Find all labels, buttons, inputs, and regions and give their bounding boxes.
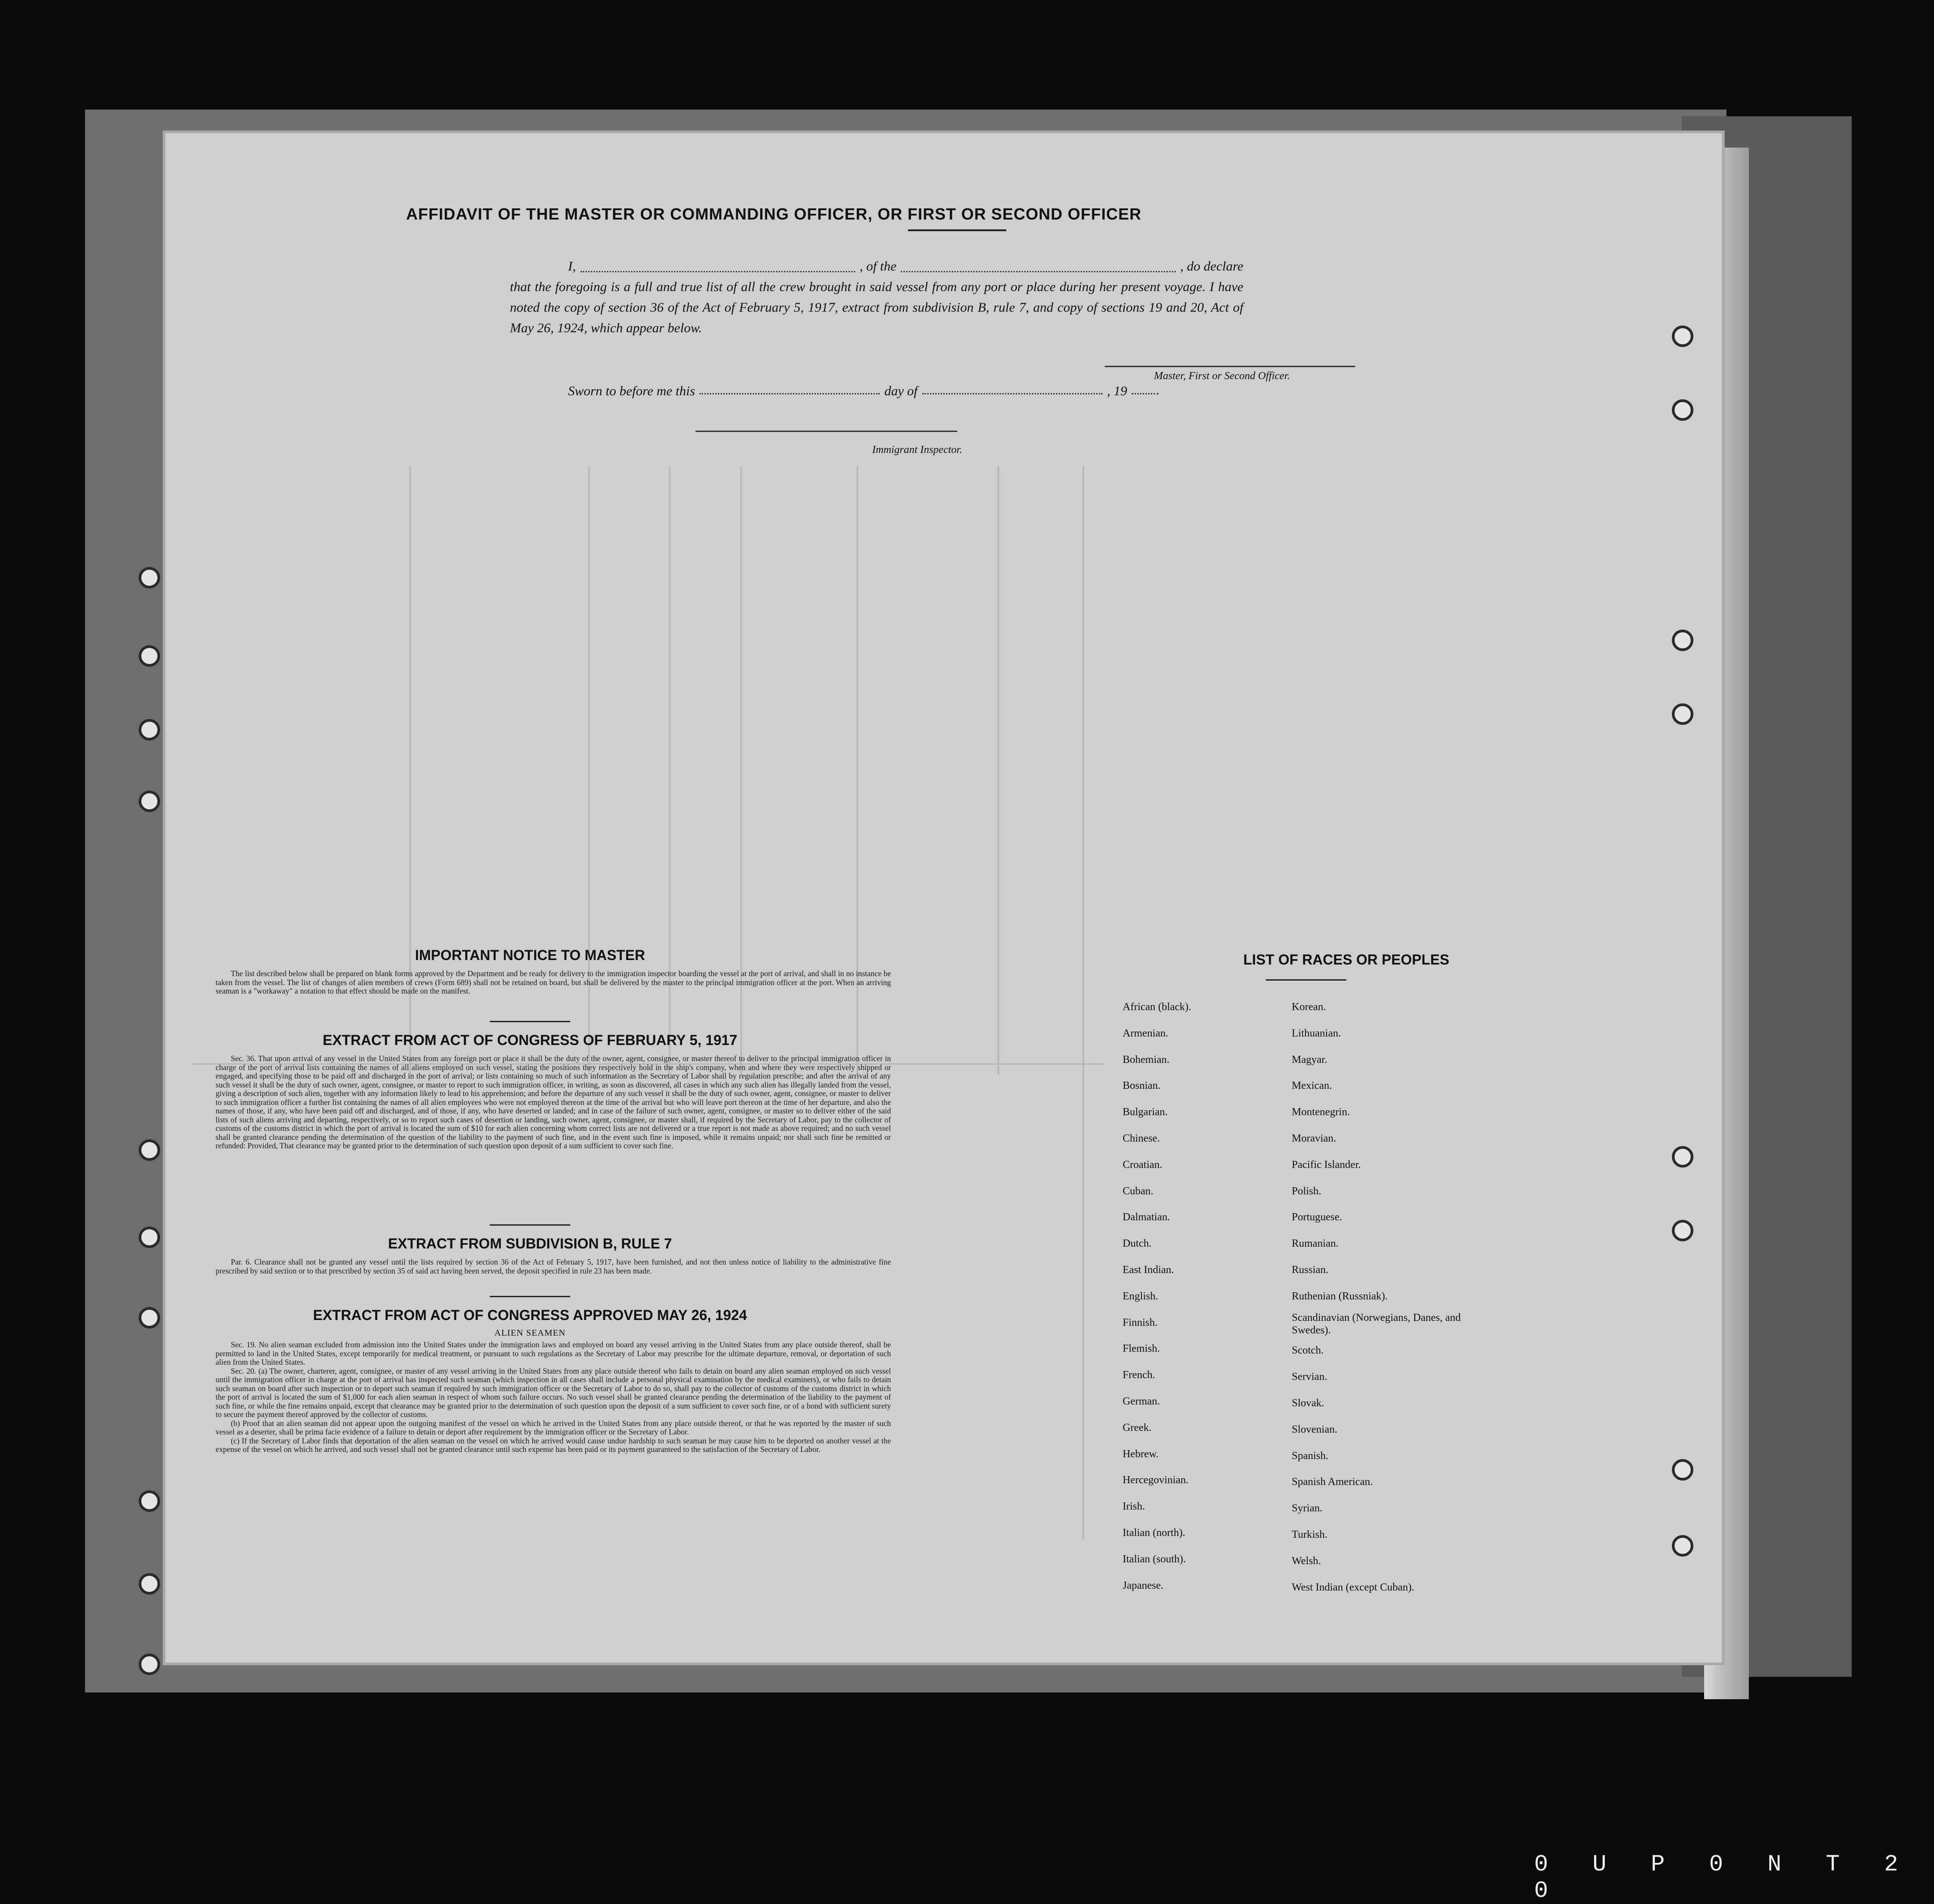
affidavit-title: AFFIDAVIT OF THE MASTER OR COMMANDING OFFICER, OR FIRST OR SECOND OFFICER <box>406 205 1142 223</box>
of-the-label: , of the <box>859 259 897 274</box>
divider <box>908 229 1006 231</box>
race-item: Flemish. <box>1123 1343 1160 1355</box>
race-item: Magyar. <box>1292 1054 1328 1066</box>
declaration-line <box>510 256 1243 277</box>
race-item: Slovak. <box>1292 1397 1324 1409</box>
race-item: Irish. <box>1123 1501 1145 1513</box>
master-signature-label: Master, First or Second Officer. <box>1154 370 1290 382</box>
punch-hole-icon <box>139 645 160 667</box>
race-item: Italian (south). <box>1123 1553 1186 1565</box>
sworn-prefix: Sworn to before me this <box>568 384 695 398</box>
punch-hole-icon <box>139 1307 160 1329</box>
punch-hole-icon <box>1672 1220 1693 1241</box>
manifest-page <box>165 133 1722 1701</box>
race-item: Rumanian. <box>1292 1238 1339 1250</box>
affidavit-statement: that the foregoing is a full and true list of all the crew brought in said vessel from any port or place during her present voyage. I have noted the copy of section 36 of the Act of February 5, 1917, extract from subdivision B, rule 7, and copy of sections 19 and 20, Act of May 26, 1924, which appear below. <box>510 279 1243 335</box>
divider <box>1266 979 1346 981</box>
race-item: Hercegovinian. <box>1123 1474 1189 1486</box>
vessel-name-field[interactable] <box>901 271 1175 272</box>
paragraph-6: Par. 6. Clearance shall not be granted any vessel until the lists required by section 36 of the Act of February 5, 1917, have been furnished, and not then unless notice of liability to the administrative fine prescribed by said section or to that prescribed by section 35 of said act having been served, the deposit specified in rule 23 has been made. <box>216 1257 891 1275</box>
extract-1917-title: EXTRACT FROM ACT OF CONGRESS OF FEBRUARY 5, 1917 <box>322 1032 738 1048</box>
race-item: East Indian. <box>1123 1264 1174 1276</box>
race-item: Japanese. <box>1123 1579 1164 1591</box>
race-item: Cuban. <box>1123 1185 1154 1197</box>
race-item: Hebrew. <box>1123 1448 1159 1460</box>
race-item: Servian. <box>1292 1371 1328 1383</box>
race-item: Croatian. <box>1123 1159 1162 1171</box>
race-item: Lithuanian. <box>1292 1027 1341 1039</box>
race-item: Greek. <box>1123 1422 1152 1434</box>
notice-text <box>216 969 891 996</box>
extract-1924-title: EXTRACT FROM ACT OF CONGRESS APPROVED MAY 26, 1924 <box>313 1307 747 1323</box>
bleed-through-line <box>1082 466 1084 1540</box>
punch-hole-icon <box>139 791 160 812</box>
notice-title: IMPORTANT NOTICE TO MASTER <box>415 947 645 963</box>
race-item: Korean. <box>1292 1001 1326 1013</box>
race-item: African (black). <box>1123 1001 1192 1013</box>
race-item: Russian. <box>1292 1264 1329 1276</box>
race-item: Finnish. <box>1123 1316 1158 1329</box>
race-item: Montenegrin. <box>1292 1106 1350 1118</box>
section-36-paragraph: Sec. 36. That upon arrival of any vessel in the United States from any foreign port or place it shall be the duty of the owner, agent, consignee, or master thereof to deliver to the principal immigration officer in charge of the port of arrival lists containing the names of all aliens employed on such vessel, stating the positions they respectively hold in the ship's company, when and where they were respectively shipped or engaged, and specifying those to be paid off and discharged in the port of arrival; or lists containing so much of such information as the Secretary of Labor shall by regulation prescribe; and after the arrival of any such vessel it shall be the duty of such owner, agent, consignee, or master to report to such immigration officer, in writing, as soon as discovered, all cases in which any such alien has illegally landed from the vessel, giving a description of such alien, together with any information likely to lead to his apprehension; and before the departure of any such vessel it shall be the duty of such owner, agent, consignee, or master to deliver to such immigration officer a further list containing the names of all alien employees who were not employed thereon at the time of the arrival but who will leave port thereon at the time of her departure, and also the names of those, if any, who have been paid off and discharged, and of those, if any, who have deserted or landed; and in case of the failure of such owner, agent, consignee, or master so to deliver either of the said lists of such aliens arriving and departing, respectively, or so to report such cases of desertion or landing, such owner, agent, consignee, or master shall, if required by the Secretary of Labor, pay to the collector of customs of the customs district in which the port of arrival is located the sum of $10 for each alien concerning whom correct lists are not delivered or a true report is not made as above required; and no such vessel shall be granted clearance pending the determination of the question of the liability to the payment of such fine, and in the event such fine is imposed, while it remains unpaid; nor shall such fine be remitted or refunded: Provided, That clearance may be granted prior to the determination of such question upon deposit of a sum sufficient to cover such fine. <box>216 1054 891 1150</box>
race-item: Ruthenian (Russniak). <box>1292 1290 1388 1302</box>
race-item: Spanish American. <box>1292 1476 1373 1488</box>
punch-hole-icon <box>139 1490 160 1512</box>
races-title: LIST OF RACES OR PEOPLES <box>1243 952 1450 968</box>
do-declare-label: , do declare <box>1180 259 1243 274</box>
section-19-paragraph: Sec. 19. No alien seaman excluded from admission into the United States under the immigration laws and employed on board any vessel arriving in the United States from any place outside thereof, shall be permitted to land in the United States, except temporarily for medical treatment, or pursuant to such regulations as the Secretary of Labor may prescribe for the ultimate departure, removal, or deportation of such alien from the United States. <box>216 1340 891 1367</box>
race-item: Bosnian. <box>1123 1080 1161 1092</box>
section-20c-paragraph: (c) If the Secretary of Labor finds that deportation of the alien seaman on the vessel on which he arrived would cause undue hardship to such seaman he may cause him to be deported on another vessel at the expense of the vessel on which he arrived, and such vessel shall not be granted clearance until such expense has been paid or its payment guaranteed to the satisfaction of the Secretary of Labor. <box>216 1436 891 1454</box>
affidavit-text <box>510 256 1243 338</box>
race-item: Syrian. <box>1292 1502 1323 1515</box>
declarant-name-field[interactable] <box>581 271 855 272</box>
film-frame-label: 0 U P 0 N T 2 0 <box>1534 1851 1913 1904</box>
sworn-day-field[interactable] <box>700 393 880 394</box>
punch-hole-icon <box>139 567 160 588</box>
punch-hole-icon <box>1672 703 1693 725</box>
sworn-day-label: day of <box>884 384 918 398</box>
inspector-signature-field[interactable] <box>696 431 957 432</box>
race-item: Moravian. <box>1292 1132 1336 1144</box>
race-item: Scotch. <box>1292 1345 1324 1357</box>
inspector-signature-label: Immigrant Inspector. <box>872 444 963 456</box>
race-item: Dalmatian. <box>1123 1211 1170 1223</box>
race-item: Portuguese. <box>1292 1211 1342 1223</box>
punch-hole-icon <box>139 1227 160 1248</box>
form-number: 14—1360 <box>814 1694 839 1701</box>
punch-hole-icon <box>139 1139 160 1161</box>
sworn-line <box>568 384 1163 399</box>
race-item: French. <box>1123 1369 1155 1381</box>
extract-1917-text <box>216 1054 891 1151</box>
race-item: Chinese. <box>1123 1132 1160 1144</box>
race-item: Dutch. <box>1123 1238 1152 1250</box>
extract-1924-text <box>216 1341 891 1454</box>
punch-hole-icon <box>1672 399 1693 421</box>
race-item: West Indian (except Cuban). <box>1292 1581 1414 1593</box>
race-item: Welsh. <box>1292 1555 1321 1567</box>
sworn-month-field[interactable] <box>922 393 1103 394</box>
section-20b-paragraph: (b) Proof that an alien seaman did not appear upon the outgoing manifest of the vessel on which he arrived in the United States from any place outside thereof, or that he was reported by the master of such vessel as a deserter, shall be prima facie evidence of a failure to detain or deport after requirement by the immigration officer or the Secretary of Labor. <box>216 1418 891 1436</box>
race-item: Bohemian. <box>1123 1054 1170 1066</box>
punch-hole-icon <box>1672 1459 1693 1481</box>
race-item: Slovenian. <box>1292 1423 1337 1435</box>
sworn-year-field[interactable] <box>1132 393 1158 394</box>
master-signature-field[interactable] <box>1105 366 1355 367</box>
race-item: German. <box>1123 1395 1160 1407</box>
punch-hole-icon <box>1672 326 1693 347</box>
race-item: Spanish. <box>1292 1450 1329 1462</box>
declarant-prefix: I, <box>568 259 576 274</box>
punch-hole-icon <box>139 1654 160 1675</box>
sworn-year-label: , 19 <box>1107 384 1127 398</box>
punch-hole-icon <box>1672 1146 1693 1168</box>
punch-hole-icon <box>1672 630 1693 651</box>
race-item: Mexican. <box>1292 1080 1332 1092</box>
race-item: Bulgarian. <box>1123 1106 1168 1118</box>
punch-hole-icon <box>139 719 160 740</box>
punch-hole-icon <box>139 1573 160 1595</box>
extract-rule7-text <box>216 1258 891 1275</box>
divider <box>490 1296 570 1297</box>
alien-seamen-caption: ALIEN SEAMEN <box>494 1328 566 1338</box>
notice-paragraph: The list described below shall be prepared on blank forms approved by the Department and be ready for delivery to the immigration inspector boarding the vessel at the port of arrival, and shall in no instance be taken from the vessel. The list of changes of alien members of crews (Form 689) shall not be retained on board, but shall be delivered by the master to the principal immigration officer at the port. When an arriving seaman is a "workaway" a notation to that effect should be made on the manifest. <box>216 969 891 995</box>
races-column-2 <box>1292 994 1462 1600</box>
race-item: Scandinavian (Norwegians, Danes, and Swedes). <box>1292 1312 1461 1336</box>
race-item: Polish. <box>1292 1185 1322 1197</box>
divider <box>490 1021 570 1022</box>
punch-hole-icon <box>1672 1535 1693 1557</box>
race-item: Turkish. <box>1292 1528 1328 1540</box>
race-item: Armenian. <box>1123 1027 1168 1039</box>
race-item: Pacific Islander. <box>1292 1159 1361 1171</box>
race-item: Italian (north). <box>1123 1527 1185 1539</box>
section-20a-paragraph: Sec. 20. (a) The owner, charterer, agent, consignee, or master of any vessel arriving in the United States from any place outside thereof who fails to detain on board any alien seaman employed on such vessel until the immigration officer in charge at the port of arrival has inspected such seaman (which inspection in all cases shall include a personal physical examination by the medical examiners), or who fails to detain such seaman on board after such inspection or to deport such seaman if required by such immigration officer or the Secretary of Labor to do so, shall pay to the collector of customs of the customs district in which the port of arrival is located the sum of $1,000 for each alien seaman in respect of whom such failure occurs. No such vessel shall be granted clearance pending the determination of the liability to the payment of such fine, or while the fine remains unpaid, except that clearance may be granted prior to the determination of such question upon the deposit of a sum sufficient to cover such fine, or of a bond with sufficient surety to secure the payment thereof approved by the collector of customs. <box>216 1366 891 1419</box>
races-column-1 <box>1123 994 1191 1599</box>
divider <box>490 1224 570 1226</box>
race-item: English. <box>1123 1290 1158 1302</box>
bleed-through-line <box>997 466 999 1075</box>
extract-rule7-title: EXTRACT FROM SUBDIVISION B, RULE 7 <box>388 1235 672 1252</box>
